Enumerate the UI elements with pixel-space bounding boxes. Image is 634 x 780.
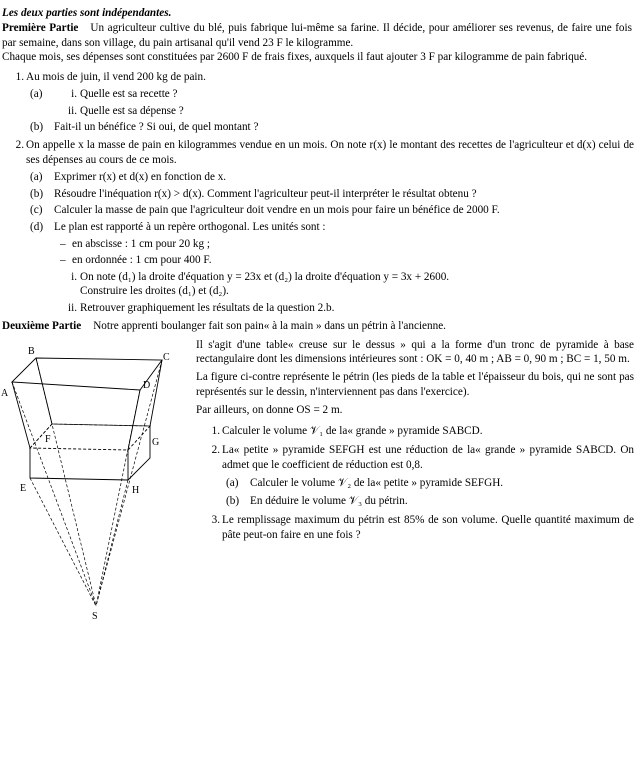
part1-q1-b: Fait-il un bénéfice ? Si oui, de quel montant ?	[54, 121, 259, 134]
part1-q1-a-ii: Quelle est sa dépense ?	[80, 104, 184, 117]
part2-q2-a: Calculer le volume 𝒱₂ de la« petite » pyramide SEFGH.	[250, 476, 504, 489]
part2-question-2-text: La« petite » pyramide SEFGH est une réduction de la« grande » pyramide SABCD. On admet que le coefficient de réduction est 0,8.	[222, 444, 634, 472]
part2-question-list	[196, 424, 634, 543]
figure-label-A: A	[1, 387, 9, 399]
part2-lead-paragraph	[2, 319, 632, 334]
part1-q2-d-unit-ordonnee: – en ordonnée : 1 cm pour 400 F.	[72, 253, 634, 268]
part2-text-column	[196, 338, 634, 543]
part2-question-1: Calculer le volume 𝒱₁ de la« grande » pyramide SABCD.	[222, 424, 483, 437]
part1-q1-sublist	[26, 87, 634, 135]
part1-heading: Première Partie	[2, 21, 79, 34]
part1-q2-d-ii: Retrouver graphiquement les résultats de la question 2.b.	[80, 302, 335, 315]
figure-label-C: C	[163, 351, 170, 363]
figure-label-D: D	[143, 379, 151, 391]
part1-q2-a: Exprimer r(x) et d(x) en fonction de x.	[54, 170, 227, 183]
figure-label-B: B	[28, 345, 35, 357]
part1-paragraph2: Chaque mois, ses dépenses sont constituées par 2600 F de frais fixes, auxquels il faut ajouter 3 F par kilogramme de pain fabriqué.	[2, 51, 588, 64]
part1-q2-d-unit-abscisse: – en abscisse : 1 cm pour 20 kg ;	[72, 237, 634, 252]
figure-label-G: G	[152, 436, 160, 448]
part1-q2-d-text: Le plan est rapporté à un repère orthogonal. Les unités sont :	[54, 221, 326, 234]
part1-question-1	[26, 70, 634, 135]
part1-q2-d-i	[80, 270, 634, 300]
part2-heading: Deuxième Partie	[2, 319, 82, 332]
part1-q2-c: Calculer la masse de pain que l'agriculteur doit vendre en un mois pour faire un bénéfice de 2000 F.	[54, 204, 500, 217]
part1-q2-d-i-line2: Construire les droites (d₁) et (d₂).	[80, 285, 229, 298]
petrin-figure	[0, 338, 190, 628]
part1-q2-sublist	[26, 170, 634, 316]
part1-q1-a	[54, 87, 634, 119]
part2-q2-sublist	[222, 476, 634, 509]
part2-paragraph1: Il s'agit d'une table« creuse sur le dessus » qui a la forme d'un tronc de pyramide à base rectangulaire dont les dimensions intérieures sont : OK = 0, 40 m ; AB = 0, 90 m ; BC = 1, 50 m.	[196, 338, 634, 366]
intro-note: Les deux parties sont indépendantes.	[2, 7, 172, 19]
part2-question-3: Le remplissage maximum du pétrin est 85% de son volume. Quelle quantité maximum de pâte peut-on faire en une fois ?	[222, 514, 634, 542]
figure-label-H: H	[132, 484, 140, 496]
part1-paragraph1	[2, 21, 632, 51]
part1-q2-b: Résoudre l'inéquation r(x) > d(x). Comment l'agriculteur peut-il interpréter le résultat obtenu ?	[54, 187, 477, 200]
petrin-figure-svg	[0, 338, 190, 628]
figure-label-F: F	[45, 433, 51, 445]
part2-q2-b: En déduire le volume 𝒱₃ du pétrin.	[250, 494, 408, 507]
document-page	[0, 6, 634, 780]
part1-q1-a-i: Quelle est sa recette ?	[80, 87, 178, 100]
figure-label-E: E	[20, 482, 27, 494]
part1-q2-d	[54, 220, 634, 316]
part2-question-2	[222, 443, 634, 508]
figure-label-S: S	[92, 610, 98, 622]
part1-q2-d-units	[54, 237, 634, 268]
part1-question-2	[26, 138, 634, 316]
part2-paragraph3: Par ailleurs, on donne OS = 2 m.	[196, 403, 343, 416]
part1-question-list	[0, 70, 634, 316]
part1-question-2-text: On appelle x la masse de pain en kilogrammes vendue en un mois. On note r(x) le montant des recettes de l'agriculteur et d(x) celui de ses dépenses au cours de ce mois.	[26, 139, 634, 167]
part2-paragraph2: La figure ci-contre représente le pétrin (les pieds de la table et l'épaisseur du bois, qui ne sont pas représentés sur le dessin, n'interviennent pas dans l'exercice).	[196, 371, 634, 398]
part2-body	[0, 338, 634, 628]
part1-question-1-text: Au mois de juin, il vend 200 kg de pain.	[26, 71, 206, 84]
part1-q2-d-i-line1: On note (d₁) la droite d'équation y = 23x et (d₂) la droite d'équation y = 3x + 2600.	[80, 270, 450, 283]
part1-q1-a-romanlist	[54, 87, 634, 119]
part1-q2-d-romanlist	[54, 270, 634, 316]
part1-paragraph1-text: Un agriculteur cultive du blé, puis fabrique lui-même sa farine. Il décide, pour améliorer ses revenus, de faire une fois par semaine, dans son village, du pain artisanal qu'il vend 23 F le kilogramme.	[2, 21, 632, 49]
part2-lead-text: Notre apprenti boulanger fait son pain« à la main » dans un pétrin à l'ancienne.	[93, 319, 446, 332]
